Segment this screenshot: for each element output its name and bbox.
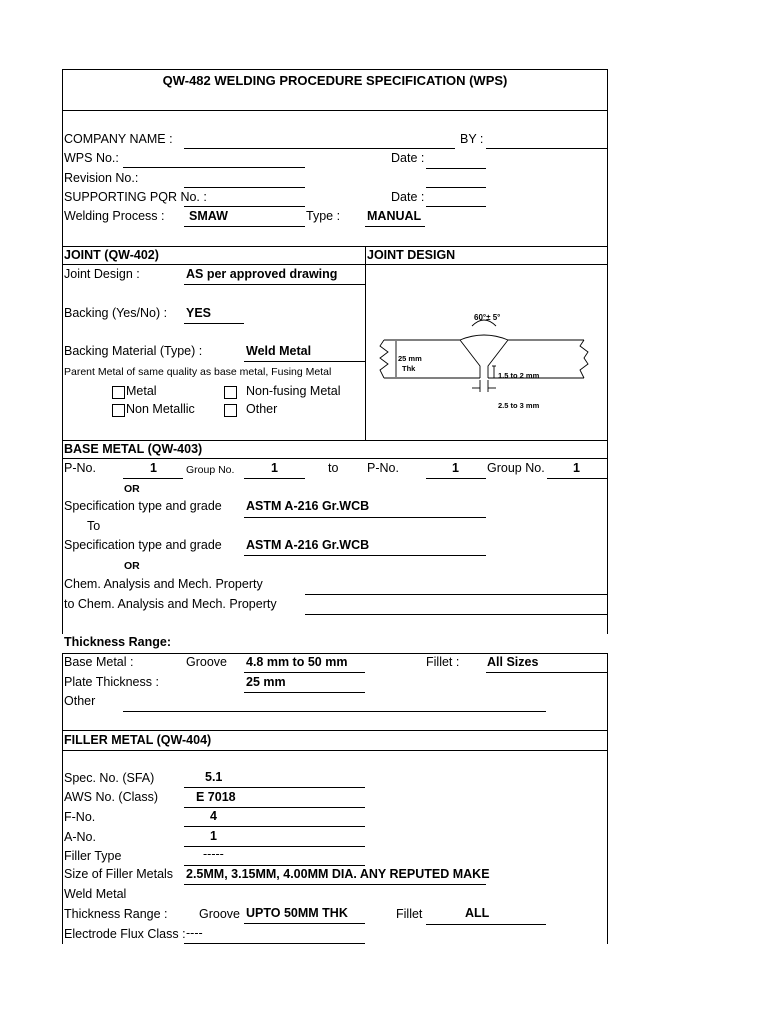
drawing-thk2: Thk xyxy=(402,364,416,373)
filler-section-title: FILLER METAL (QW-404) xyxy=(64,733,212,747)
filler-type-label: Filler Type xyxy=(64,849,122,863)
spec-underline xyxy=(244,517,486,518)
aws-underline xyxy=(184,807,365,808)
fno-underline xyxy=(184,826,365,827)
spec-value: ASTM A-216 Gr.WCB xyxy=(246,499,370,513)
filler-fillet-value: ALL xyxy=(465,906,490,920)
backing-underline xyxy=(184,323,244,324)
pno2-label: P-No. xyxy=(367,461,399,475)
by-label: BY : xyxy=(460,132,484,146)
joint-design-drawing xyxy=(372,300,602,430)
sfa-underline xyxy=(184,787,365,788)
date-field-extra[interactable] xyxy=(426,187,486,188)
other-option-label: Other xyxy=(246,402,278,416)
process-value: SMAW xyxy=(189,209,228,223)
process-label: Welding Process : xyxy=(64,209,165,223)
type-underline xyxy=(365,226,425,227)
company-field[interactable] xyxy=(184,148,455,149)
filler-groove-underline xyxy=(244,923,365,924)
joint-design-title: JOINT DESIGN xyxy=(367,248,456,262)
pqr-label: SUPPORTING PQR No. : xyxy=(64,190,207,204)
base-metal-section-title: BASE METAL (QW-403) xyxy=(64,442,203,456)
page-title: QW-482 WELDING PROCEDURE SPECIFICATION (WPS) xyxy=(162,73,508,88)
drawing-angle: 60°± 5° xyxy=(474,313,501,322)
aws-label: AWS No. (Class) xyxy=(64,790,158,804)
pno-underline xyxy=(123,478,183,479)
or-label-2: OR xyxy=(124,560,140,572)
plate-thk-label: Plate Thickness : xyxy=(64,675,159,689)
date-field[interactable] xyxy=(426,168,486,169)
pno2-underline xyxy=(426,478,486,479)
spec2-underline xyxy=(244,555,486,556)
fno-value: 4 xyxy=(210,809,217,823)
chem-analysis-field[interactable] xyxy=(305,594,607,595)
pno2-value: 1 xyxy=(452,461,459,475)
fillet-label: Fillet : xyxy=(426,655,460,669)
type-label: Type : xyxy=(306,209,341,223)
drawing-root-face: 1.5 to 2 mm xyxy=(498,371,540,380)
group2-label: Group No. xyxy=(487,461,545,475)
joint-design-value: AS per approved drawing xyxy=(186,267,338,281)
group2-underline xyxy=(547,478,607,479)
type-value: MANUAL xyxy=(367,209,422,223)
fillet-value: All Sizes xyxy=(487,655,539,669)
filler-type-underline xyxy=(184,865,365,866)
revision-label: Revision No.: xyxy=(64,171,139,185)
drawing-root-gap: 2.5 to 3 mm xyxy=(498,401,540,410)
other-checkbox[interactable] xyxy=(224,404,237,417)
other-label: Other xyxy=(64,694,96,708)
chem-analysis-to-label: to Chem. Analysis and Mech. Property xyxy=(64,597,277,611)
filler-size-label: Size of Filler Metals xyxy=(64,867,174,881)
fillet-underline xyxy=(486,672,607,673)
spec-label: Specification type and grade xyxy=(64,499,222,513)
backing-material-underline xyxy=(244,361,365,362)
filler-fillet-underline xyxy=(426,924,546,925)
other-field[interactable] xyxy=(123,711,546,712)
backing-material-value: Weld Metal xyxy=(246,344,312,358)
groove-underline xyxy=(244,672,365,673)
aws-value: E 7018 xyxy=(196,790,236,804)
wps-field[interactable] xyxy=(123,167,305,168)
flux-class-label: Electrode Flux Class : xyxy=(64,927,186,941)
filler-groove-label: Groove xyxy=(199,907,240,921)
filler-size-value: 2.5MM, 3.15MM, 4.00MM DIA. ANY REPUTED MAKE xyxy=(186,867,490,881)
flux-class-underline xyxy=(184,943,365,944)
parent-metal-note: Parent Metal of same quality as base metal, Fusing Metal xyxy=(64,366,332,378)
spec2-label: Specification type and grade xyxy=(64,538,222,552)
group-label: Group No. xyxy=(186,464,235,476)
flux-class-value: ---- xyxy=(186,926,203,940)
to-label-2: To xyxy=(87,519,101,533)
nonmetallic-option-label: Non Metallic xyxy=(126,402,195,416)
by-field[interactable] xyxy=(486,148,607,149)
chem-analysis-to-field[interactable] xyxy=(305,614,607,615)
plate-thk-underline xyxy=(244,692,365,693)
chem-analysis-label: Chem. Analysis and Mech. Property xyxy=(64,577,263,591)
filler-fillet-label: Fillet xyxy=(396,907,423,921)
base-thk-label: Base Metal : xyxy=(64,655,134,669)
metal-option-label: Metal xyxy=(126,384,157,398)
revision-field[interactable] xyxy=(184,187,305,188)
metal-checkbox[interactable] xyxy=(112,386,125,399)
wps-label: WPS No.: xyxy=(64,151,119,165)
process-underline xyxy=(184,226,305,227)
sfa-label: Spec. No. (SFA) xyxy=(64,771,155,785)
company-label: COMPANY NAME : xyxy=(64,132,173,146)
drawing-thk1: 25 mm xyxy=(398,354,422,363)
thickness-title: Thickness Range: xyxy=(64,635,171,649)
or-label-1: OR xyxy=(124,483,140,495)
to-label: to xyxy=(328,461,339,475)
joint-design-label: Joint Design : xyxy=(64,267,140,281)
nonmetallic-checkbox[interactable] xyxy=(112,404,125,417)
weld-metal-label: Weld Metal xyxy=(64,887,127,901)
spec2-value: ASTM A-216 Gr.WCB xyxy=(246,538,370,552)
backing-material-label: Backing Material (Type) : xyxy=(64,344,203,358)
date2-field[interactable] xyxy=(426,206,486,207)
joint-section-title: JOINT (QW-402) xyxy=(64,248,159,262)
plate-thk-value: 25 mm xyxy=(246,675,286,689)
filler-size-underline xyxy=(184,884,486,885)
pno-label: P-No. xyxy=(64,461,96,475)
groove-label: Groove xyxy=(186,655,227,669)
backing-label: Backing (Yes/No) : xyxy=(64,306,168,320)
date-label: Date : xyxy=(391,151,425,165)
filler-thk-label: Thickness Range : xyxy=(64,907,168,921)
groove-value: 4.8 mm to 50 mm xyxy=(246,655,348,669)
fno-label: F-No. xyxy=(64,810,96,824)
filler-type-value: ----- xyxy=(203,847,224,861)
pno-value: 1 xyxy=(150,461,157,475)
nonfusing-checkbox[interactable] xyxy=(224,386,237,399)
group-value: 1 xyxy=(271,461,278,475)
pqr-field[interactable] xyxy=(184,206,305,207)
filler-groove-value: UPTO 50MM THK xyxy=(246,906,348,920)
group-underline xyxy=(244,478,305,479)
ano-value: 1 xyxy=(210,829,217,843)
date2-label: Date : xyxy=(391,190,425,204)
group2-value: 1 xyxy=(573,461,580,475)
backing-value: YES xyxy=(186,306,212,320)
joint-design-underline xyxy=(184,284,365,285)
sfa-value: 5.1 xyxy=(205,770,223,784)
nonfusing-option-label: Non-fusing Metal xyxy=(246,384,341,398)
ano-label: A-No. xyxy=(64,830,96,844)
